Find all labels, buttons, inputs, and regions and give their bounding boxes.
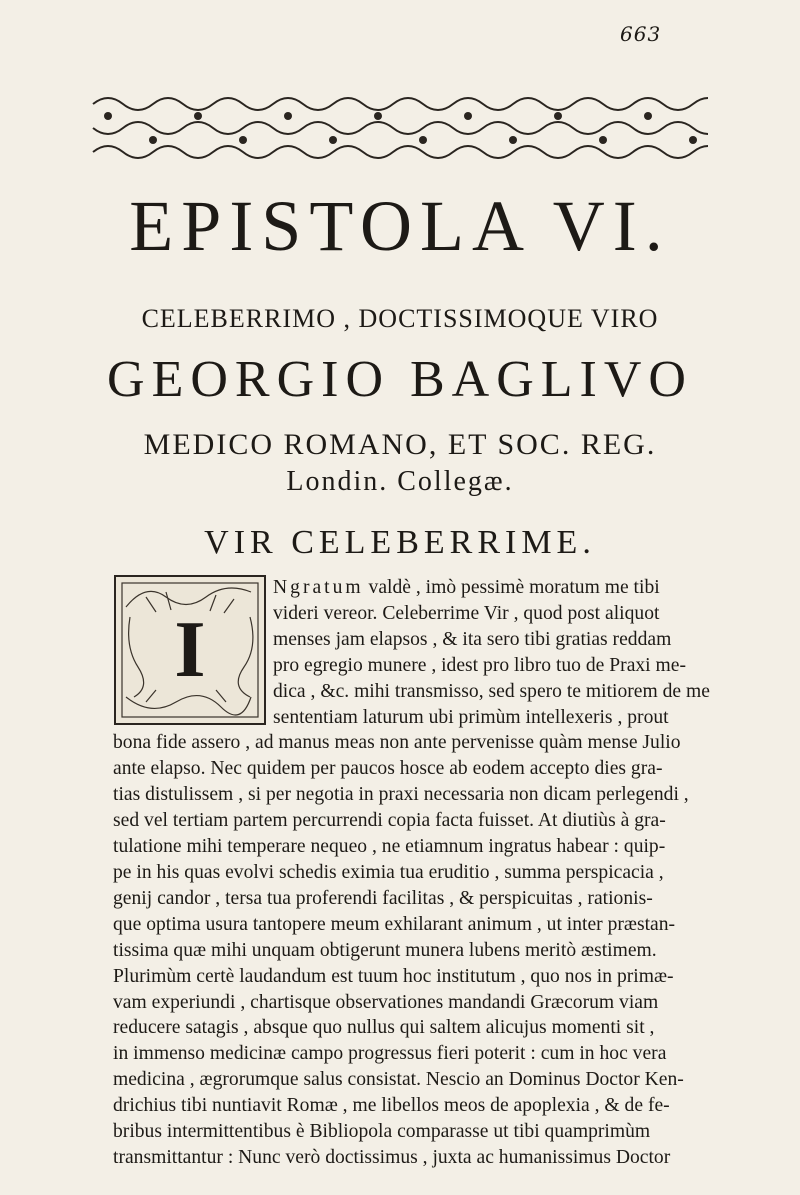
page-number: 663 [620, 22, 662, 46]
dedicatee-title: MEDICO ROMANO, ET SOC. REG. [143, 428, 657, 461]
body-line: in immenso medicinæ campo progressus fieri poterit : cum in hoc vera [113, 1043, 667, 1065]
body-line: drichius tibi nuntiavit Romæ , me libellos meos de apoplexia , & de fe- [113, 1095, 670, 1117]
body-line: tissima quæ mihi unquam obtigerunt munera lubens meritò æstimem. [113, 939, 657, 961]
initial-letter: I [174, 605, 206, 694]
body-line: Plurimùm certè laudandum est tuum hoc institutum , quo nos in primæ- [113, 965, 674, 987]
body-line: bribus intermittentibus è Bibliopola comparasse ut tibi quamprimùm [113, 1121, 651, 1143]
body-line: genij candor , tersa tua proferendi facilitas , & perspicuitas , rationis- [113, 887, 653, 909]
body-line: menses jam elapsos , & ita sero tibi gratias reddam [273, 628, 672, 650]
body-line: que optima usura tantopere meum exhilarant animum , ut inter præstan- [113, 913, 676, 935]
body-first-word: Ngratum [273, 577, 364, 598]
dedicatee-affiliation: Londin. Collegæ. [286, 466, 514, 497]
body-line: tias distulissem , si per negotia in praxi necessaria non dicam perlegendi , [113, 784, 689, 806]
body-line: medicina , ægrorumque salus consistat. Nescio an Dominus Doctor Ken- [113, 1069, 684, 1091]
body-line: vam experiundi , chartisque observationes mandandi Græcorum viam [113, 991, 659, 1013]
fleuron-band-ornament [88, 90, 708, 166]
body-line: bona fide assero , ad manus meas non ante pervenisse quàm mense Julio [113, 732, 681, 754]
body-line: reducere satagis , absque quo nullus qui saltem alicujus momenti sit , [113, 1017, 655, 1039]
body-line: tulatione mihi temperare nequeo , ne etiamnum ingratus habear : quip- [113, 836, 666, 858]
body-line: sed vel tertiam partem percurrendi copia facta fuisset. At diutiùs à gra- [113, 810, 666, 832]
body-line: videri vereor. Celeberrime Vir , quod post aliquot [273, 602, 660, 624]
body-line: pro egregio munere , idest pro libro tuo de Praxi me- [273, 654, 686, 676]
body-line: dica , &c. mihi transmisso, sed spero te mitiorem de me [273, 680, 710, 702]
epistle-title: EPISTOLA VI. [129, 186, 671, 266]
dedication-epithet: CELEBERRIMO , DOCTISSIMOQUE VIRO [141, 304, 659, 333]
letter-body [113, 575, 789, 1171]
body-line-text: valdè , imò pessimè moratum me tibi [363, 577, 660, 598]
body-line: transmittantur : Nunc verò doctissimus , juxta ac humanissimus Doctor [113, 1146, 671, 1168]
body-line [113, 575, 789, 601]
salutation: VIR CELEBERRIME. [204, 524, 596, 561]
body-line: ante elapso. Nec quidem per paucos hosce ab eodem accepto dies gra- [113, 758, 663, 780]
dedicatee-name: GEORGIO BAGLIVO [107, 351, 693, 408]
body-line: sententiam laturum ubi primùm intellexeris , prout [273, 706, 669, 728]
body-line: pe in his quas evolvi schedis eximia tua eruditio , summa perspicacia , [113, 861, 664, 883]
